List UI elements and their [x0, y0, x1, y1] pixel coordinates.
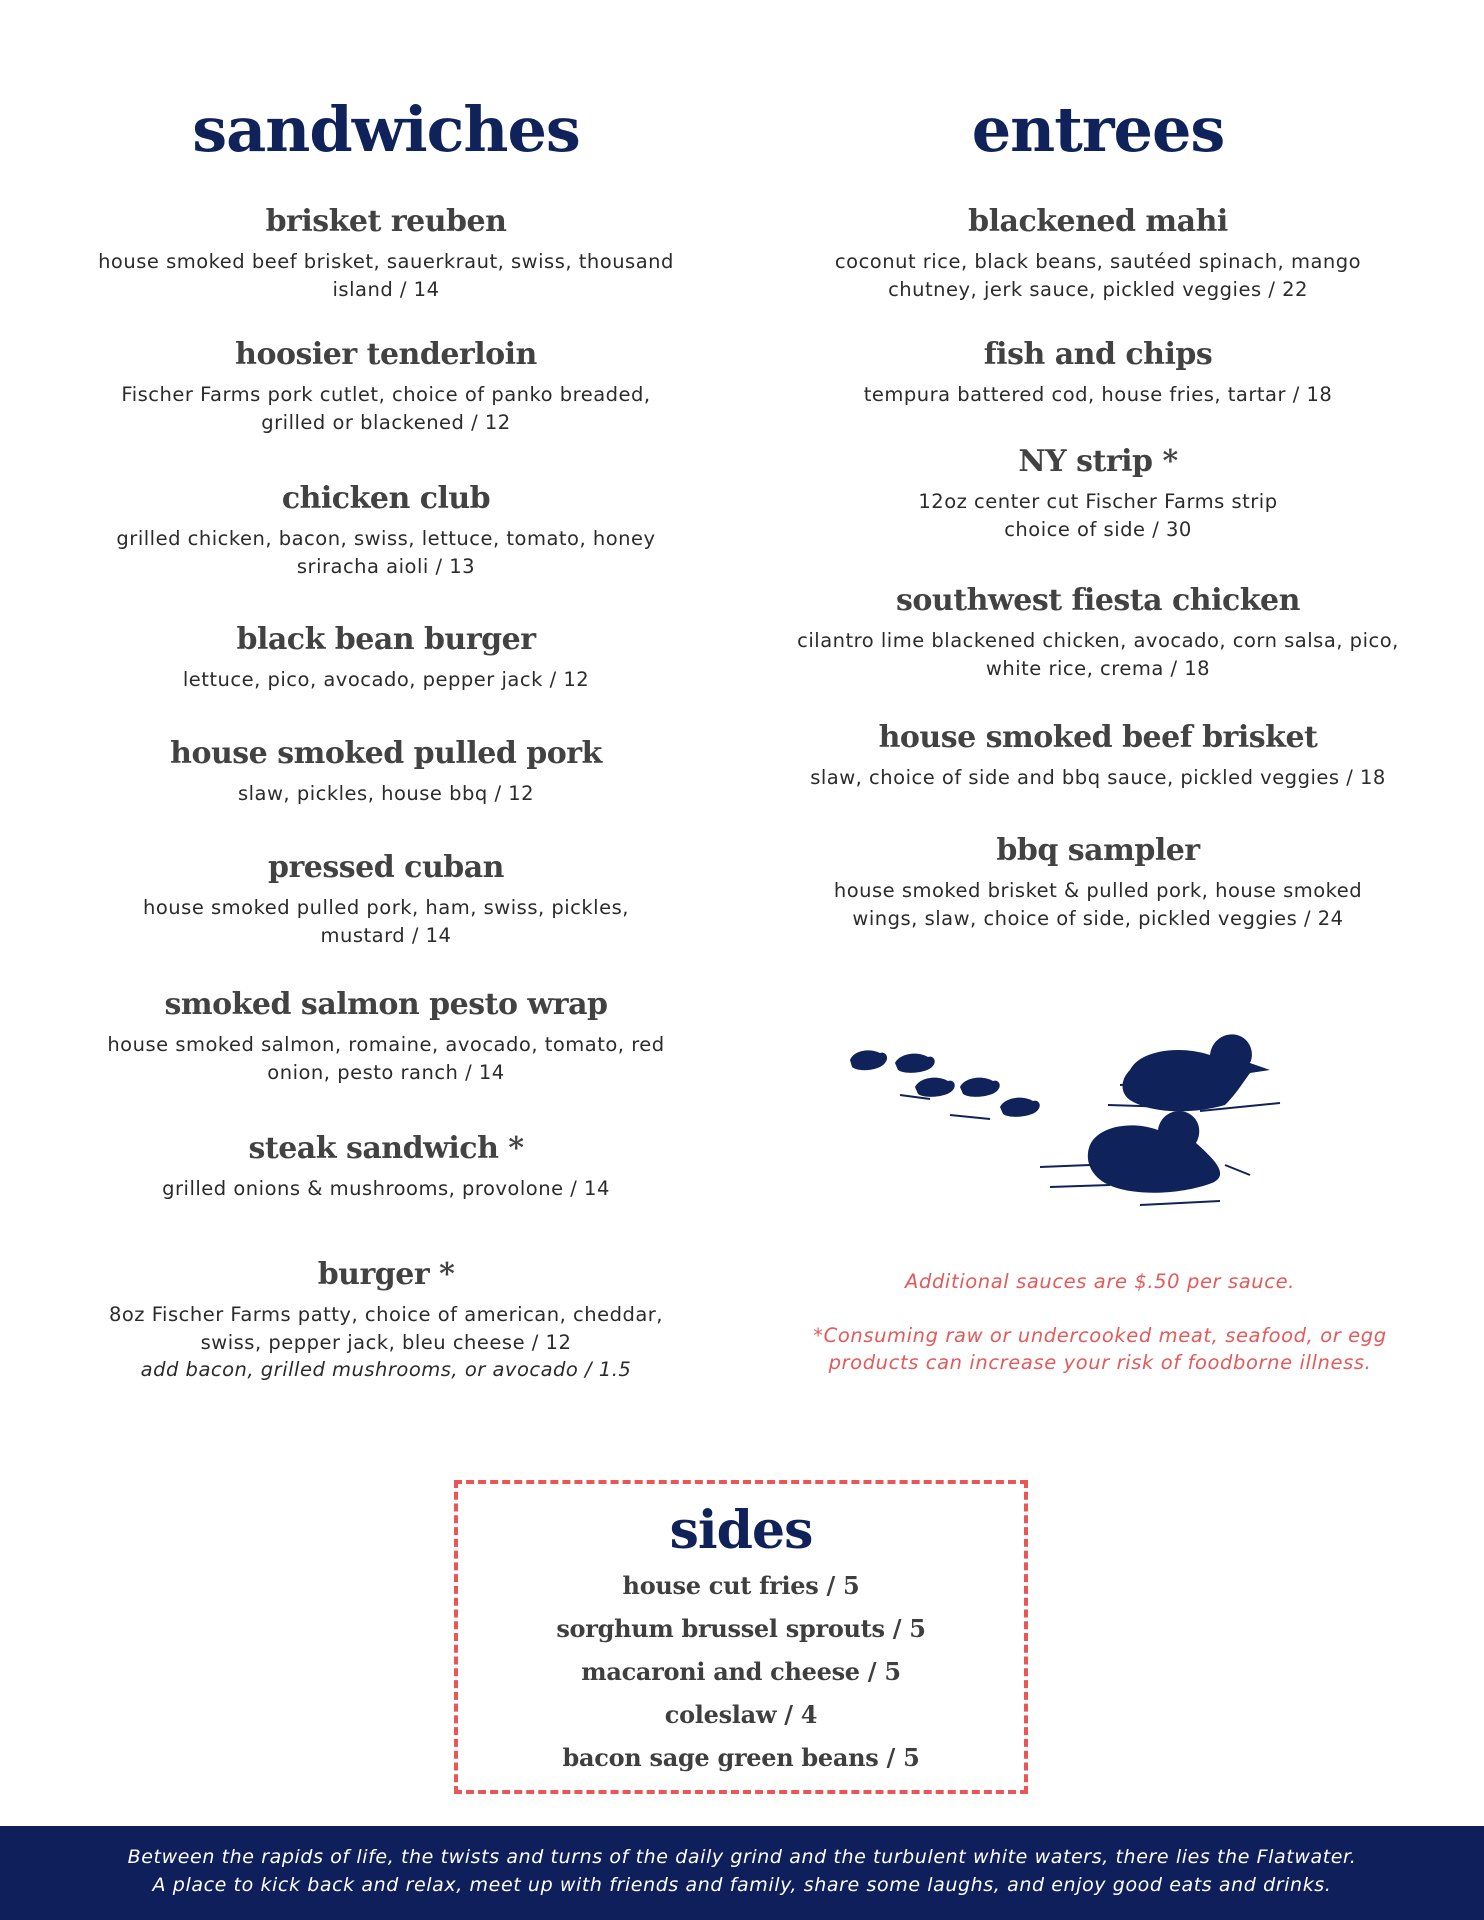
- item-description-line2: choice of side / 30: [1004, 517, 1192, 541]
- item-description: slaw, choice of side and bbq sauce, pickled veggies / 18: [810, 766, 1386, 789]
- item-name: bbq sampler: [996, 833, 1200, 868]
- item-description: house smoked salmon, romaine, avocado, tomato, red onion, pesto ranch / 14: [107, 1033, 665, 1084]
- item-name: steak sandwich *: [248, 1131, 524, 1166]
- menu-item: [66, 202, 706, 303]
- menu-item: [66, 479, 706, 580]
- side-item: coleslaw / 4: [664, 1700, 818, 1729]
- menu-item: [778, 831, 1418, 932]
- item-addon: add bacon, grilled mushrooms, or avocado / 1.5: [140, 1358, 632, 1381]
- menu-item: [66, 1255, 706, 1384]
- side-item: macaroni and cheese / 5: [581, 1657, 901, 1686]
- item-description: coconut rice, black beans, sautéed spinach, mango chutney, jerk sauce, pickled veggies / 22: [834, 250, 1362, 301]
- menu-item: [66, 985, 706, 1086]
- sauce-note: Additional sauces are $.50 per sauce.: [905, 1270, 1295, 1293]
- item-description: cilantro lime blackened chicken, avocado, corn salsa, pico, white rice, crema / 18: [797, 629, 1399, 680]
- side-item: bacon sage green beans / 5: [562, 1743, 920, 1772]
- item-name: NY strip *: [1018, 444, 1178, 479]
- sides-title: sides: [669, 1500, 813, 1561]
- item-description: house smoked pulled pork, ham, swiss, pickles, mustard / 14: [143, 896, 629, 947]
- menu-item: [778, 202, 1418, 303]
- sides-section: [454, 1480, 1028, 1794]
- item-name: pressed cuban: [268, 850, 504, 885]
- item-name: black bean burger: [236, 622, 536, 657]
- side-item: house cut fries / 5: [622, 1571, 860, 1600]
- food-safety-warning: *Consuming raw or undercooked meat, seafood, or egg products can increase your risk of foodborne illness.: [813, 1323, 1387, 1374]
- item-description: slaw, pickles, house bbq / 12: [237, 782, 535, 805]
- menu-item: [778, 335, 1418, 409]
- menu-item: [66, 734, 706, 808]
- item-name: smoked salmon pesto wrap: [164, 987, 608, 1022]
- item-description: grilled onions & mushrooms, provolone / 14: [162, 1177, 610, 1200]
- item-description: house smoked brisket & pulled pork, house smoked wings, slaw, choice of side, pickled veggies / 24: [833, 879, 1363, 930]
- item-description: tempura battered cod, house fries, tartar / 18: [863, 383, 1333, 406]
- footer-line-2: A place to kick back and relax, meet up with friends and family, share some laughs, and enjoy good eats and drinks.: [152, 1873, 1332, 1896]
- entrees-title: entrees: [971, 93, 1225, 166]
- item-name: blackened mahi: [968, 204, 1228, 239]
- entrees-section: [778, 90, 1418, 930]
- footer-banner: [0, 1826, 1484, 1920]
- footer-line-1: Between the rapids of life, the twists and turns of the daily grind and the turbulent white waters, there lies the Flatwater.: [127, 1846, 1357, 1868]
- item-name: brisket reuben: [265, 204, 507, 239]
- menu-item: [66, 848, 706, 949]
- ducks-illustration: [840, 1015, 1360, 1215]
- item-name: house smoked beef brisket: [878, 720, 1318, 755]
- item-name: hoosier tenderloin: [235, 337, 537, 372]
- menu-item: [66, 620, 706, 694]
- item-description: Fischer Farms pork cutlet, choice of panko breaded, grilled or blackened / 12: [121, 383, 651, 434]
- menu-item: [66, 1129, 706, 1203]
- item-name: fish and chips: [983, 337, 1213, 372]
- item-description: 8oz Fischer Farms patty, choice of american, cheddar, swiss, pepper jack, bleu cheese / 12: [108, 1303, 664, 1354]
- sandwiches-title: sandwiches: [192, 93, 580, 166]
- side-item: sorghum brussel sprouts / 5: [556, 1614, 926, 1643]
- item-description: lettuce, pico, avocado, pepper jack / 12: [182, 668, 590, 691]
- duck-family-icon: [850, 1034, 1270, 1192]
- menu-item: [66, 335, 706, 436]
- item-name: burger *: [317, 1257, 455, 1292]
- item-name: house smoked pulled pork: [170, 736, 602, 771]
- sandwiches-section: [66, 90, 706, 1381]
- item-name: southwest fiesta chicken: [896, 583, 1300, 618]
- menu-item: [778, 442, 1418, 543]
- item-description: 12oz center cut Fischer Farms strip: [918, 490, 1278, 513]
- item-description: house smoked beef brisket, sauerkraut, swiss, thousand island / 14: [98, 250, 674, 301]
- item-description: grilled chicken, bacon, swiss, lettuce, tomato, honey sriracha aioli / 13: [116, 527, 656, 578]
- menu-notes: [790, 1268, 1410, 1403]
- item-name: chicken club: [281, 481, 491, 516]
- menu-item: [778, 718, 1418, 792]
- menu-item: [778, 581, 1418, 682]
